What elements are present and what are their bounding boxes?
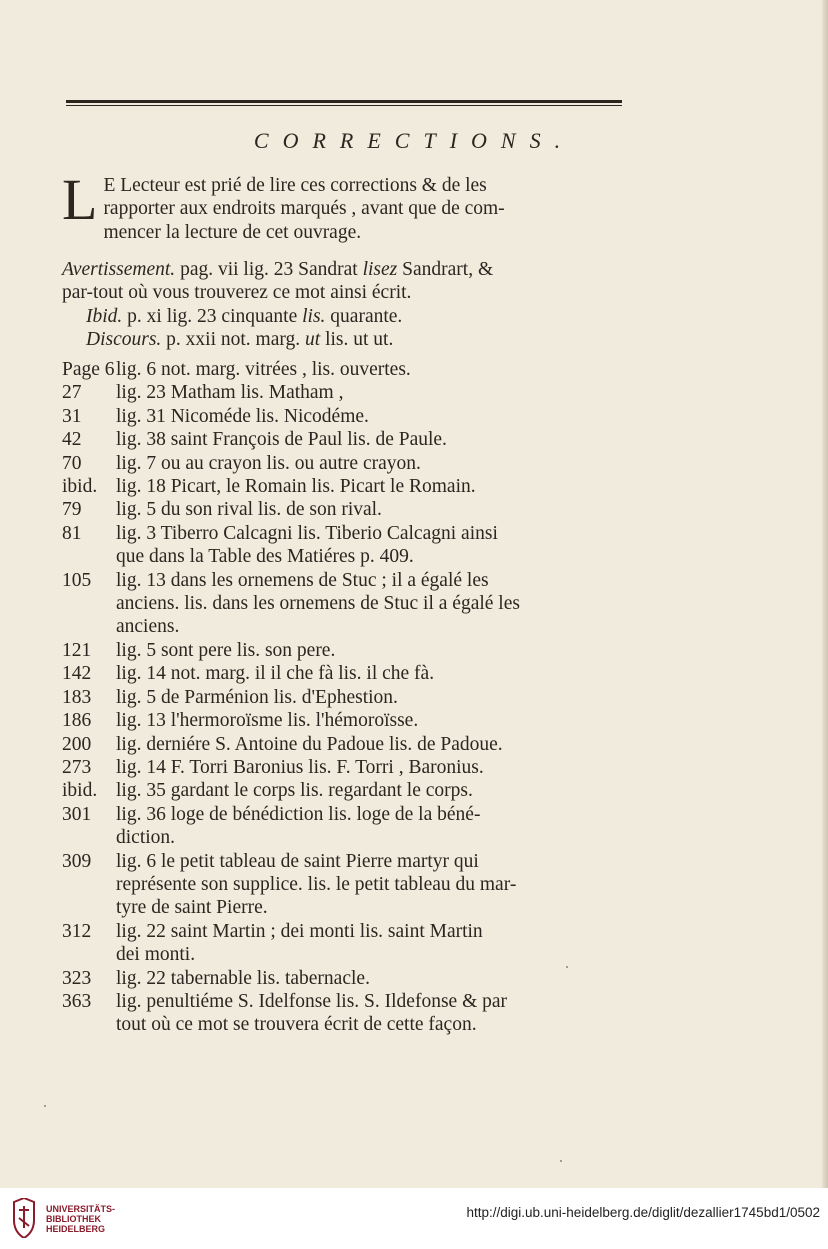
intro-line: mencer la lecture de cet ouvrage. bbox=[103, 221, 362, 243]
page-number: 121 bbox=[62, 639, 92, 661]
errata-text: lig. 18 Picart, le Romain lis. Picart le Romain. bbox=[116, 476, 476, 498]
page-number: 183 bbox=[62, 686, 92, 708]
errata-text: lig. 13 l'hermoroïsme lis. l'hémoroïsse. bbox=[116, 710, 419, 732]
university-seal-icon bbox=[10, 1198, 38, 1238]
page-number: 79 bbox=[62, 499, 82, 521]
library-name: UNIVERSITÄTS- BIBLIOTHEK HEIDELBERG bbox=[46, 1204, 116, 1234]
page-number: 27 bbox=[62, 382, 82, 404]
intro-line: rapporter aux endroits marqués , avant que de com- bbox=[103, 198, 505, 220]
intro-line: E Lecteur est prié de lire ces corrections & de les bbox=[103, 175, 487, 196]
paper-fleck bbox=[44, 1105, 46, 1107]
errata-line bbox=[62, 803, 622, 826]
note-lis: lisez bbox=[362, 259, 398, 280]
drop-cap: L bbox=[62, 167, 98, 232]
errata-text: lig. 35 gardant le corps lis. regardant le corps. bbox=[116, 780, 473, 802]
errata-text: lig. 14 F. Torri Baronius lis. F. Torri , Baronius. bbox=[116, 756, 484, 778]
note-text: p. xi lig. 23 cinquante bbox=[122, 305, 303, 327]
errata-text: lig. 3 Tiberro Calcagni lis. Tiberio Calcagni ainsi bbox=[116, 522, 498, 544]
note-line bbox=[62, 258, 622, 281]
page-number: 273 bbox=[62, 756, 92, 778]
errata-text: lig. 22 saint Martin ; dei monti lis. saint Martin bbox=[116, 920, 483, 942]
errata-text: lig. 7 ou au crayon lis. ou autre crayon. bbox=[116, 452, 421, 474]
library-footer bbox=[0, 1188, 828, 1249]
errata-line bbox=[62, 920, 622, 943]
errata-text: tout où ce mot se trouvera écrit de cette façon. bbox=[116, 1014, 477, 1036]
errata-text: anciens. lis. dans les ornemens de Stuc il a égalé les bbox=[116, 593, 520, 615]
note-correction: Sandrart, & bbox=[397, 259, 494, 280]
page-number: 309 bbox=[62, 850, 92, 872]
page-number: 301 bbox=[62, 803, 92, 825]
errata-text: diction. bbox=[116, 827, 176, 849]
errata-line bbox=[62, 967, 622, 990]
note-line bbox=[62, 305, 622, 328]
errata-line bbox=[62, 615, 622, 638]
errata-text: lig. 31 Nicoméde lis. Nicodéme. bbox=[116, 405, 369, 427]
errata-line bbox=[62, 896, 622, 919]
page-number: 81 bbox=[62, 522, 82, 544]
note-label: Ibid. bbox=[86, 305, 123, 327]
errata-text: lig. 36 loge de bénédiction lis. loge de la béné- bbox=[116, 803, 481, 825]
note-correction: lis. ut ut. bbox=[320, 329, 394, 351]
errata-line bbox=[62, 662, 622, 685]
errata-line bbox=[62, 639, 622, 662]
page-number: 200 bbox=[62, 733, 92, 755]
note-label: Discours. bbox=[86, 329, 162, 351]
errata-text: lig. 13 dans les ornemens de Stuc ; il a égalé les bbox=[116, 569, 489, 591]
errata-line bbox=[62, 545, 622, 568]
errata-text: lig. penultiéme S. Idelfonse lis. S. Ildefonse & par bbox=[116, 990, 508, 1012]
paper-fleck bbox=[560, 1160, 562, 1162]
errata-text: lig. 6 not. marg. vitrées , lis. ouvertes. bbox=[116, 359, 411, 380]
errata-line bbox=[62, 475, 622, 498]
errata-line bbox=[62, 498, 622, 521]
header-rule-thin bbox=[66, 105, 622, 106]
errata-line bbox=[62, 686, 622, 709]
errata-line bbox=[62, 358, 622, 381]
errata-line bbox=[62, 522, 622, 545]
errata-line bbox=[62, 873, 622, 896]
errata-line bbox=[62, 990, 622, 1013]
note-text: pag. vii lig. 23 Sandrat bbox=[175, 259, 363, 280]
errata-text: lig. 5 du son rival lis. de son rival. bbox=[116, 499, 382, 521]
note-text: p. xxii not. marg. bbox=[161, 329, 306, 351]
errata-text: lig. 5 sont pere lis. son pere. bbox=[116, 639, 336, 661]
errata-line bbox=[62, 733, 622, 756]
errata-list bbox=[62, 358, 622, 1037]
errata-line bbox=[62, 826, 622, 849]
errata-text: lig. 38 saint François de Paul lis. de Paule. bbox=[116, 429, 447, 451]
errata-line bbox=[62, 405, 622, 428]
note-line bbox=[62, 281, 622, 304]
note-lis: lis. bbox=[302, 305, 326, 327]
page-title: CORRECTIONS. bbox=[253, 128, 575, 153]
errata-text: lig. 23 Matham lis. Matham , bbox=[116, 382, 344, 404]
page-number: ibid. bbox=[62, 476, 98, 498]
page-number: 42 bbox=[62, 429, 82, 451]
errata-line bbox=[62, 428, 622, 451]
source-url-link[interactable]: http://digi.ub.uni-heidelberg.de/diglit/dezallier1745bd1/0502 bbox=[466, 1205, 820, 1220]
errata-text: représente son supplice. lis. le petit tableau du mar- bbox=[116, 873, 517, 895]
errata-text: lig. 14 not. marg. il il che fà lis. il che fà. bbox=[116, 663, 435, 685]
errata-line bbox=[62, 1013, 622, 1036]
errata-text: lig. 6 le petit tableau de saint Pierre martyr qui bbox=[116, 850, 479, 872]
errata-text: lig. 5 de Parménion lis. d'Ephestion. bbox=[116, 686, 398, 708]
page-number: 186 bbox=[62, 710, 92, 732]
page-number: 312 bbox=[62, 920, 92, 942]
errata-line bbox=[62, 943, 622, 966]
note-line bbox=[62, 328, 622, 351]
errata-line bbox=[62, 569, 622, 592]
intro-paragraph bbox=[62, 167, 622, 244]
note-label: Avertissement. bbox=[62, 259, 176, 280]
errata-text: lig. derniére S. Antoine du Padoue lis. de Padoue. bbox=[116, 733, 503, 755]
page-number: ibid. bbox=[62, 780, 98, 802]
page-number: 323 bbox=[62, 967, 92, 989]
page-number: Page 6 bbox=[62, 359, 115, 380]
page-number: 31 bbox=[62, 405, 82, 427]
note-correction: quarante. bbox=[325, 305, 403, 327]
errata-text: anciens. bbox=[116, 616, 180, 638]
errata-text: dei monti. bbox=[116, 944, 196, 966]
errata-line bbox=[62, 381, 622, 404]
errata-text: tyre de saint Pierre. bbox=[116, 897, 268, 919]
errata-line bbox=[62, 452, 622, 475]
errata-line bbox=[62, 779, 622, 802]
page-number: 363 bbox=[62, 990, 92, 1012]
errata-line bbox=[62, 756, 622, 779]
note-text: par-tout où vous trouverez ce mot ainsi écrit. bbox=[62, 282, 412, 304]
errata-line bbox=[62, 850, 622, 873]
page-edge bbox=[822, 0, 828, 1188]
page-number: 105 bbox=[62, 569, 92, 591]
paper-fleck bbox=[566, 966, 568, 968]
note-lis: ut bbox=[305, 329, 321, 351]
errata-text: lig. 22 tabernable lis. tabernacle. bbox=[116, 967, 370, 989]
page-number: 142 bbox=[62, 663, 92, 685]
preface-notes bbox=[62, 258, 622, 352]
errata-line bbox=[62, 709, 622, 732]
page-number: 70 bbox=[62, 452, 82, 474]
errata-line bbox=[62, 592, 622, 615]
errata-text: que dans la Table des Matiéres p. 409. bbox=[116, 546, 414, 568]
header-rule-thick bbox=[66, 100, 622, 103]
